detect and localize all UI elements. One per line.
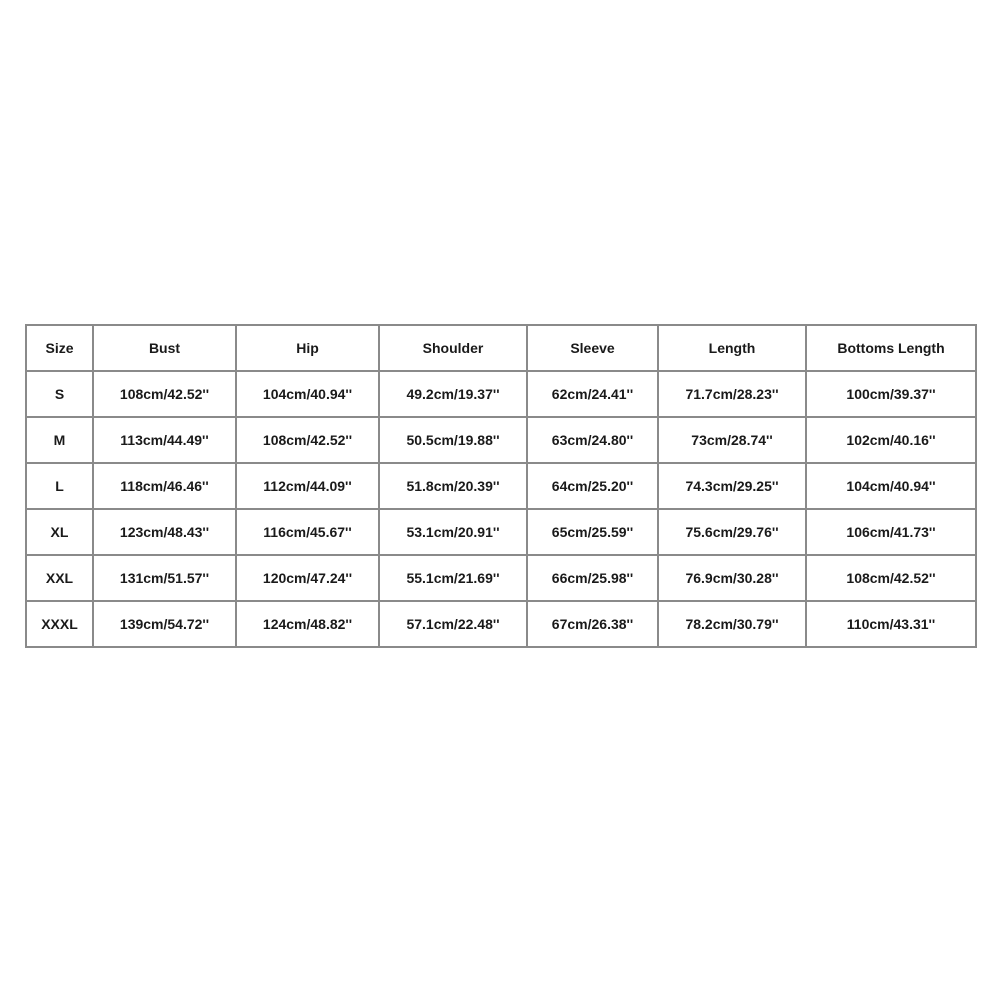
length-cell: 73cm/28.74'' (658, 417, 806, 463)
shoulder-cell: 51.8cm/20.39'' (379, 463, 527, 509)
bottoms-length-cell: 108cm/42.52'' (806, 555, 976, 601)
size-chart-table (25, 324, 977, 648)
header-size: Size (26, 325, 93, 371)
table-row (26, 371, 976, 417)
shoulder-cell: 55.1cm/21.69'' (379, 555, 527, 601)
size-cell: XXL (26, 555, 93, 601)
table-row (26, 509, 976, 555)
sleeve-cell: 64cm/25.20'' (527, 463, 658, 509)
sleeve-cell: 65cm/25.59'' (527, 509, 658, 555)
bust-cell: 113cm/44.49'' (93, 417, 236, 463)
length-cell: 76.9cm/30.28'' (658, 555, 806, 601)
hip-cell: 116cm/45.67'' (236, 509, 379, 555)
header-hip: Hip (236, 325, 379, 371)
bottoms-length-cell: 100cm/39.37'' (806, 371, 976, 417)
sleeve-cell: 63cm/24.80'' (527, 417, 658, 463)
bust-cell: 118cm/46.46'' (93, 463, 236, 509)
hip-cell: 124cm/48.82'' (236, 601, 379, 647)
table-row (26, 601, 976, 647)
shoulder-cell: 53.1cm/20.91'' (379, 509, 527, 555)
bust-cell: 108cm/42.52'' (93, 371, 236, 417)
length-cell: 74.3cm/29.25'' (658, 463, 806, 509)
header-shoulder: Shoulder (379, 325, 527, 371)
hip-cell: 108cm/42.52'' (236, 417, 379, 463)
bottoms-length-cell: 104cm/40.94'' (806, 463, 976, 509)
hip-cell: 120cm/47.24'' (236, 555, 379, 601)
sleeve-cell: 66cm/25.98'' (527, 555, 658, 601)
length-cell: 71.7cm/28.23'' (658, 371, 806, 417)
size-cell: L (26, 463, 93, 509)
length-cell: 75.6cm/29.76'' (658, 509, 806, 555)
header-length: Length (658, 325, 806, 371)
bottoms-length-cell: 102cm/40.16'' (806, 417, 976, 463)
bottoms-length-cell: 110cm/43.31'' (806, 601, 976, 647)
bust-cell: 123cm/48.43'' (93, 509, 236, 555)
length-cell: 78.2cm/30.79'' (658, 601, 806, 647)
table-row (26, 463, 976, 509)
size-cell: XL (26, 509, 93, 555)
size-cell: M (26, 417, 93, 463)
header-bust: Bust (93, 325, 236, 371)
shoulder-cell: 49.2cm/19.37'' (379, 371, 527, 417)
shoulder-cell: 50.5cm/19.88'' (379, 417, 527, 463)
shoulder-cell: 57.1cm/22.48'' (379, 601, 527, 647)
header-row (26, 325, 976, 371)
bust-cell: 139cm/54.72'' (93, 601, 236, 647)
hip-cell: 112cm/44.09'' (236, 463, 379, 509)
bust-cell: 131cm/51.57'' (93, 555, 236, 601)
size-cell: S (26, 371, 93, 417)
hip-cell: 104cm/40.94'' (236, 371, 379, 417)
header-sleeve: Sleeve (527, 325, 658, 371)
table-row (26, 417, 976, 463)
header-bottoms-length: Bottoms Length (806, 325, 976, 371)
table-row (26, 555, 976, 601)
bottoms-length-cell: 106cm/41.73'' (806, 509, 976, 555)
sleeve-cell: 67cm/26.38'' (527, 601, 658, 647)
sleeve-cell: 62cm/24.41'' (527, 371, 658, 417)
size-cell: XXXL (26, 601, 93, 647)
